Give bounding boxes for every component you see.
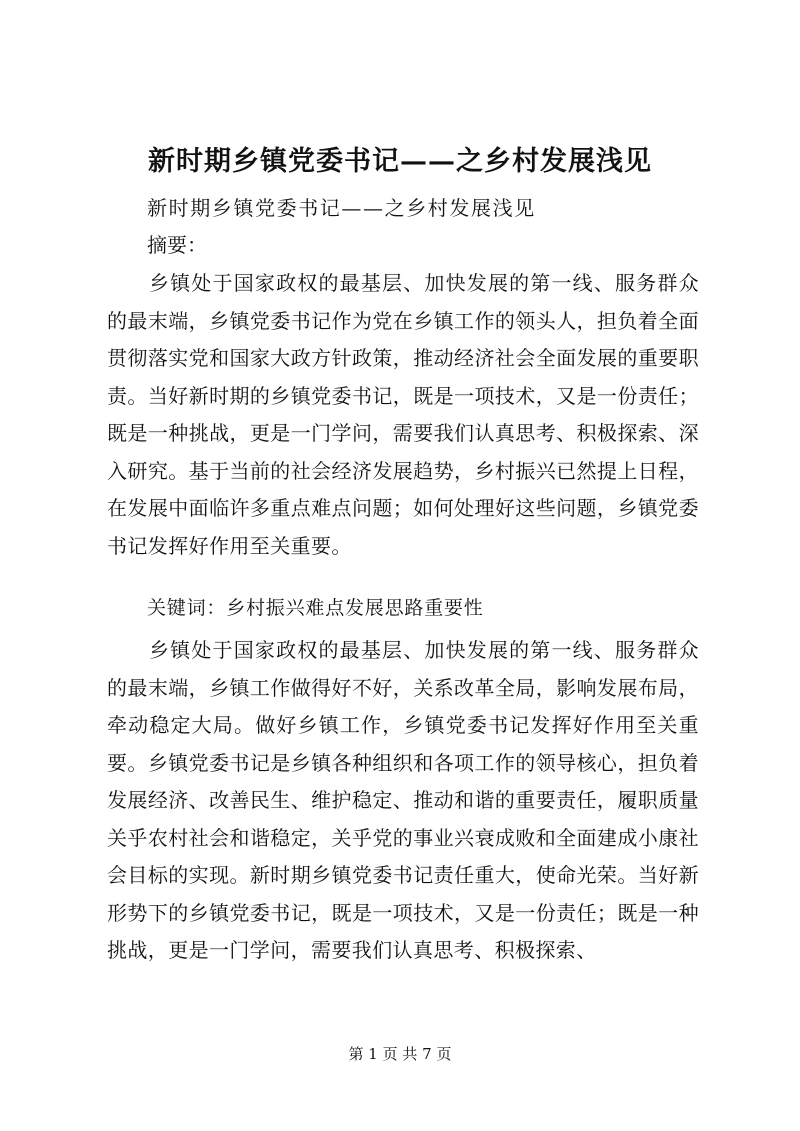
page-indicator: 第 1 页 共 7 页 [348,1045,452,1063]
body-paragraph: 乡镇处于国家政权的最基层、加快发展的第一线、服务群众的最末端，乡镇工作做得好不好，关系改革全局，影响发展布局，牵动稳定大局。做好乡镇工作，乡镇党委书记发挥好作用至关重要。乡镇党委书记是乡镇各种组织和各项工作的领导核心，担负着发展经济、改善民生、维护稳定、推动和谐的重要责任，履职质量关乎农村社会和谐稳定，关乎党的事业兴衰成败和全面建成小康社会目标的实现。新时期乡镇党委书记责任重大，使命光荣。当好新形势下的乡镇党委书记，既是一项技术，又是一份责任；既是一种挑战，更是一门学问，需要我们认真思考、积极探索、 [107,638,699,962]
abstract-label: 摘要： [147,233,207,257]
keywords-line: 关键词：乡村振兴难点发展思路重要性 [147,597,484,619]
document-subtitle: 新时期乡镇党委书记——之乡村发展浅见 [147,196,536,220]
document-title: 新时期乡镇党委书记——之乡村发展浅见 [148,146,652,177]
abstract-paragraph: 乡镇处于国家政权的最基层、加快发展的第一线、服务群众的最末端，乡镇党委书记作为党在乡镇工作的领头人，担负着全面贯彻落实党和国家大政方针政策，推动经济社会全面发展的重要职责。当好新时期的乡镇党委书记，既是一项技术，又是一份责任；既是一种挑战，更是一门学问，需要我们认真思考、积极探索、深入研究。基于当前的社会经济发展趋势，乡村振兴已然提上日程，在发展中面临许多重点难点问题；如何处理好这些问题，乡镇党委书记发挥好作用至关重要。 [107,271,699,558]
